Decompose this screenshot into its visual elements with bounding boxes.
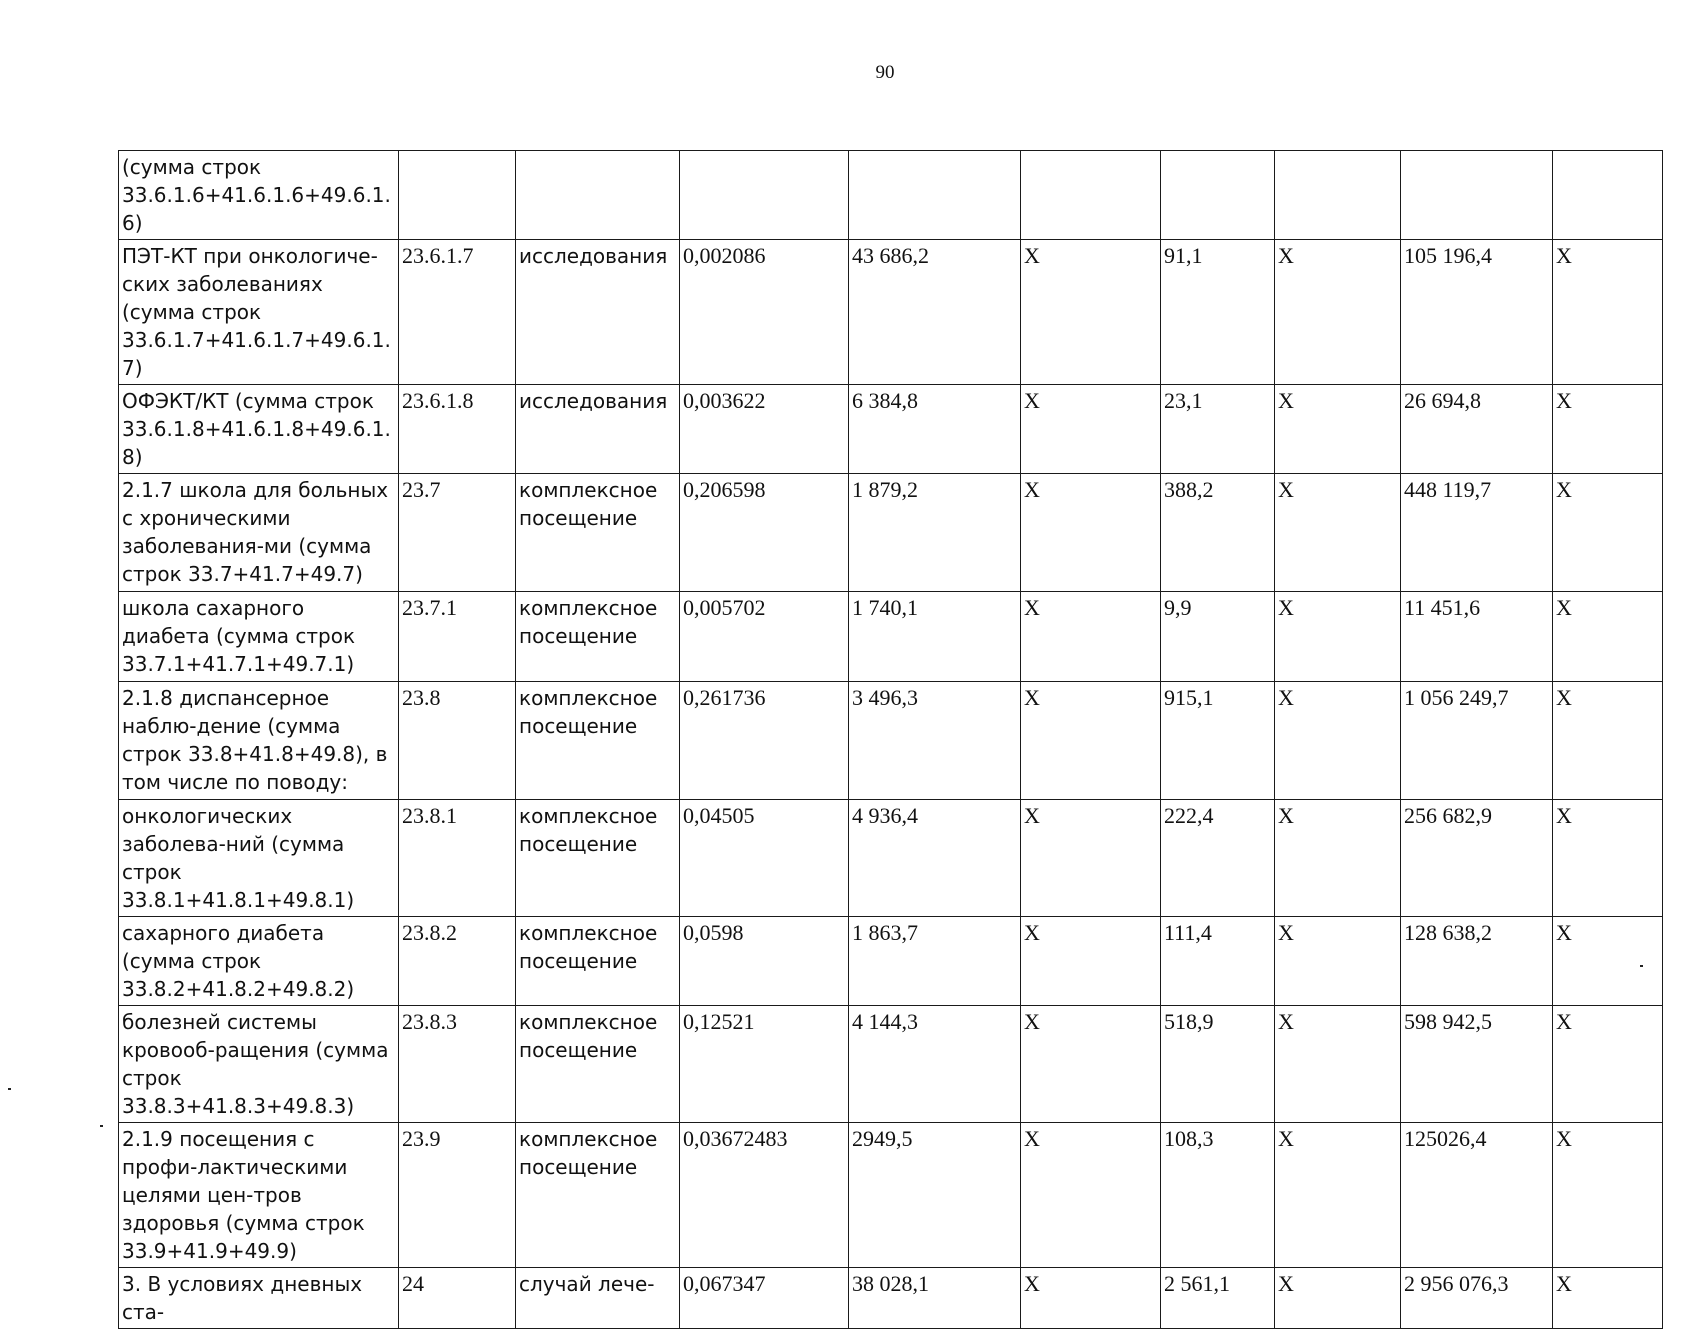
row-col8: X: [1275, 917, 1401, 1006]
row-col6: X: [1021, 592, 1161, 682]
row-name: ОФЭКТ/КТ (сумма строк 33.6.1.8+41.6.1.8+49.6.1.8): [119, 385, 399, 474]
row-norm: 0,002086: [680, 240, 849, 385]
row-cost: [849, 151, 1021, 240]
row-name: школа сахарного диабета (сумма строк 33.7.1+41.7.1+49.7.1): [119, 592, 399, 682]
row-col6: X: [1021, 1123, 1161, 1268]
row-col9: 11 451,6: [1401, 592, 1553, 682]
row-col9: 125026,4: [1401, 1123, 1553, 1268]
row-col7: 518,9: [1161, 1006, 1275, 1123]
row-unit: комплексное посещение: [516, 474, 680, 592]
row-col7: 388,2: [1161, 474, 1275, 592]
row-unit: [516, 151, 680, 240]
row-col7: [1161, 151, 1275, 240]
row-code: 23.8.2: [399, 917, 516, 1006]
row-col9: 598 942,5: [1401, 1006, 1553, 1123]
row-col10: X: [1553, 474, 1663, 592]
table-row: [119, 917, 1663, 1006]
row-col7: 111,4: [1161, 917, 1275, 1006]
row-col7: 222,4: [1161, 800, 1275, 917]
row-unit: комплексное посещение: [516, 1123, 680, 1268]
row-unit: исследования: [516, 385, 680, 474]
row-col6: X: [1021, 682, 1161, 800]
row-cost: 1 863,7: [849, 917, 1021, 1006]
row-name: онкологических заболева-ний (сумма строк 33.8.1+41.8.1+49.8.1): [119, 800, 399, 917]
row-col6: X: [1021, 474, 1161, 592]
row-norm: 0,04505: [680, 800, 849, 917]
row-col9: 256 682,9: [1401, 800, 1553, 917]
table-row: [119, 385, 1663, 474]
row-col8: X: [1275, 682, 1401, 800]
row-code: 23.7.1: [399, 592, 516, 682]
table-row: [119, 240, 1663, 385]
row-norm: 0,12521: [680, 1006, 849, 1123]
row-col6: X: [1021, 1268, 1161, 1329]
row-col10: X: [1553, 682, 1663, 800]
row-code: 23.9: [399, 1123, 516, 1268]
row-col9: 128 638,2: [1401, 917, 1553, 1006]
row-col10: X: [1553, 917, 1663, 1006]
table-row: [119, 474, 1663, 592]
data-table: [118, 150, 1663, 1329]
row-unit: комплексное посещение: [516, 1006, 680, 1123]
row-unit: исследования: [516, 240, 680, 385]
table-row: [119, 1268, 1663, 1329]
row-norm: 0,005702: [680, 592, 849, 682]
row-code: 23.6.1.8: [399, 385, 516, 474]
row-col10: X: [1553, 1006, 1663, 1123]
row-col8: X: [1275, 385, 1401, 474]
row-unit: комплексное посещение: [516, 917, 680, 1006]
row-cost: 38 028,1: [849, 1268, 1021, 1329]
table-row: [119, 800, 1663, 917]
table-row: [119, 592, 1663, 682]
row-col10: X: [1553, 1268, 1663, 1329]
table-body: [119, 151, 1663, 1329]
row-col10: X: [1553, 800, 1663, 917]
table-row: [119, 1123, 1663, 1268]
row-col6: [1021, 151, 1161, 240]
scan-speck: [8, 1088, 11, 1090]
row-col9: 2 956 076,3: [1401, 1268, 1553, 1329]
row-unit: случай лече-: [516, 1268, 680, 1329]
row-cost: 6 384,8: [849, 385, 1021, 474]
row-norm: 0,003622: [680, 385, 849, 474]
row-norm: 0,03672483: [680, 1123, 849, 1268]
row-col10: X: [1553, 1123, 1663, 1268]
row-col9: 26 694,8: [1401, 385, 1553, 474]
table-row: [119, 151, 1663, 240]
row-norm: 0,0598: [680, 917, 849, 1006]
row-cost: 43 686,2: [849, 240, 1021, 385]
row-col6: X: [1021, 1006, 1161, 1123]
row-col8: X: [1275, 1006, 1401, 1123]
scan-speck: [100, 1125, 103, 1127]
row-code: 24: [399, 1268, 516, 1329]
row-name: 3. В условиях дневных ста-: [119, 1268, 399, 1329]
table-row: [119, 1006, 1663, 1123]
row-col10: X: [1553, 592, 1663, 682]
row-col8: X: [1275, 800, 1401, 917]
row-name: ПЭТ-КТ при онкологиче-ских заболеваниях (сумма строк 33.6.1.7+41.6.1.7+49.6.1.7): [119, 240, 399, 385]
row-norm: 0,206598: [680, 474, 849, 592]
row-name: 2.1.8 диспансерное наблю-дение (сумма строк 33.8+41.8+49.8), в том числе по поводу:: [119, 682, 399, 800]
row-cost: 4 144,3: [849, 1006, 1021, 1123]
row-col10: X: [1553, 240, 1663, 385]
row-code: 23.8.1: [399, 800, 516, 917]
row-col7: 915,1: [1161, 682, 1275, 800]
row-name: сахарного диабета (сумма строк 33.8.2+41.8.2+49.8.2): [119, 917, 399, 1006]
row-col8: X: [1275, 474, 1401, 592]
row-name: 2.1.7 школа для больных с хроническими заболевания-ми (сумма строк 33.7+41.7+49.7): [119, 474, 399, 592]
row-col10: [1553, 151, 1663, 240]
row-col7: 2 561,1: [1161, 1268, 1275, 1329]
row-col7: 108,3: [1161, 1123, 1275, 1268]
row-col9: [1401, 151, 1553, 240]
row-col7: 91,1: [1161, 240, 1275, 385]
row-norm: [680, 151, 849, 240]
row-col6: X: [1021, 240, 1161, 385]
row-unit: комплексное посещение: [516, 682, 680, 800]
row-code: 23.6.1.7: [399, 240, 516, 385]
row-cost: 2949,5: [849, 1123, 1021, 1268]
row-code: [399, 151, 516, 240]
row-name: (сумма строк 33.6.1.6+41.6.1.6+49.6.1.6): [119, 151, 399, 240]
row-code: 23.8: [399, 682, 516, 800]
row-norm: 0,067347: [680, 1268, 849, 1329]
row-cost: 3 496,3: [849, 682, 1021, 800]
row-col7: 9,9: [1161, 592, 1275, 682]
row-code: 23.8.3: [399, 1006, 516, 1123]
row-code: 23.7: [399, 474, 516, 592]
row-name: болезней системы кровооб-ращения (сумма строк 33.8.3+41.8.3+49.8.3): [119, 1006, 399, 1123]
row-norm: 0,261736: [680, 682, 849, 800]
row-col8: [1275, 151, 1401, 240]
row-col8: X: [1275, 1268, 1401, 1329]
row-col8: X: [1275, 1123, 1401, 1268]
row-cost: 4 936,4: [849, 800, 1021, 917]
row-col7: 23,1: [1161, 385, 1275, 474]
row-col8: X: [1275, 592, 1401, 682]
row-col6: X: [1021, 385, 1161, 474]
row-name: 2.1.9 посещения с профи-лактическими целями цен-тров здоровья (сумма строк 33.9+41.9+49.9): [119, 1123, 399, 1268]
row-cost: 1 740,1: [849, 592, 1021, 682]
row-unit: комплексное посещение: [516, 800, 680, 917]
row-col6: X: [1021, 800, 1161, 917]
row-col9: 448 119,7: [1401, 474, 1553, 592]
row-col9: 105 196,4: [1401, 240, 1553, 385]
row-col9: 1 056 249,7: [1401, 682, 1553, 800]
scan-speck: [1640, 965, 1643, 967]
page-number: 90: [875, 62, 895, 83]
row-col6: X: [1021, 917, 1161, 1006]
row-unit: комплексное посещение: [516, 592, 680, 682]
row-cost: 1 879,2: [849, 474, 1021, 592]
row-col8: X: [1275, 240, 1401, 385]
row-col10: X: [1553, 385, 1663, 474]
table-row: [119, 682, 1663, 800]
